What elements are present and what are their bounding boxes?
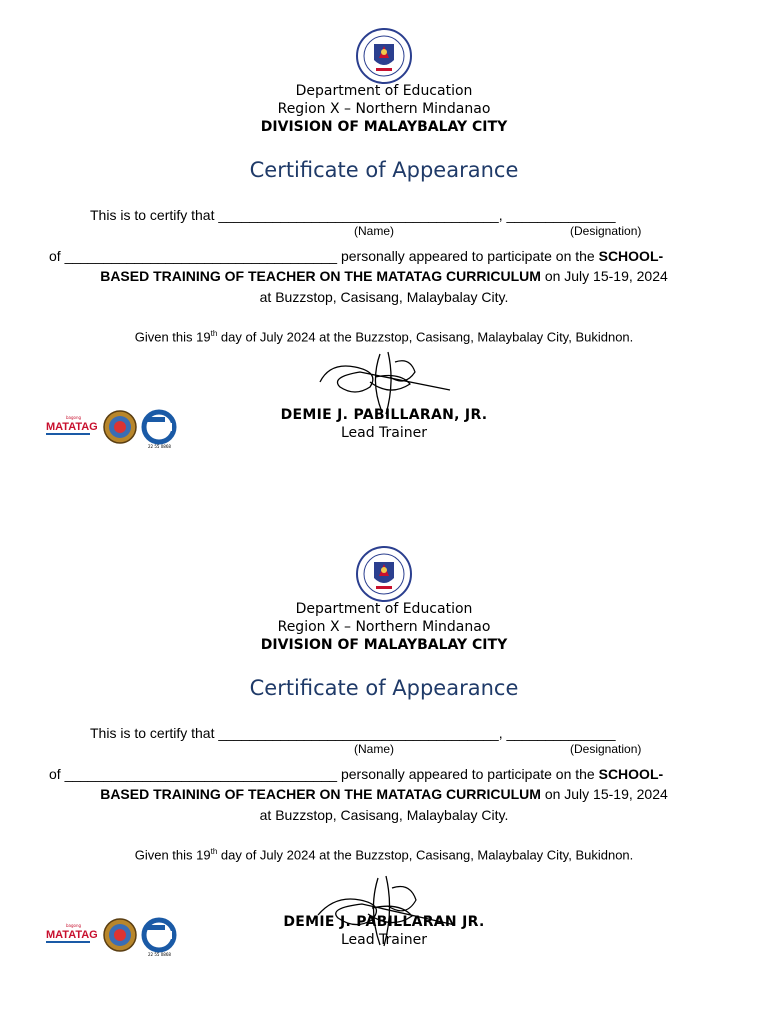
participation-line: [49, 247, 663, 265]
certify-line: [90, 206, 615, 224]
certify-prefix: This is to certify that: [90, 207, 215, 223]
iso-code: 22 55 0868: [148, 444, 171, 449]
event-title-part1: SCHOOL-: [598, 248, 664, 264]
footer-logos: [44, 405, 184, 449]
footer-logos: [44, 913, 184, 957]
certify-line: [90, 724, 615, 742]
certificate-2: [0, 540, 768, 1010]
of-prefix: of: [49, 248, 61, 264]
event-line: [0, 267, 768, 285]
svg-text:bagong: bagong: [66, 923, 82, 928]
region-name: Region X – Northern Mindanao: [277, 101, 491, 117]
event-title-part1: SCHOOL-: [598, 766, 664, 782]
division-name: DIVISION OF MALAYBALAY CITY: [260, 119, 508, 135]
department-name: Department of Education: [295, 601, 473, 617]
name-blank[interactable]: ____________________________________: [218, 725, 499, 741]
designation-blank[interactable]: ______________: [506, 207, 616, 223]
office-blank[interactable]: ___________________________________: [64, 248, 338, 264]
certificate-title: Certificate of Appearance: [249, 676, 519, 700]
division-seal-icon: [104, 919, 136, 951]
designation-blank[interactable]: ______________: [506, 725, 616, 741]
appeared-text: personally appeared to participate on the: [340, 766, 595, 782]
designation-label: (Designation): [570, 224, 642, 238]
certificate-1: [0, 22, 768, 492]
name-label: (Name): [354, 742, 395, 756]
matatag-text: MATATAG: [46, 929, 98, 941]
certify-prefix: This is to certify that: [90, 725, 215, 741]
venue-line: at Buzzstop, Casisang, Malaybalay City.: [259, 289, 509, 305]
matatag-logo-icon: [46, 923, 98, 943]
comma: ,: [498, 207, 503, 223]
iso-certification-icon: [144, 412, 174, 449]
name-blank[interactable]: ____________________________________: [218, 207, 499, 223]
division-name: DIVISION OF MALAYBALAY CITY: [260, 637, 508, 653]
deped-seal-icon: [356, 28, 412, 84]
certificate-title: Certificate of Appearance: [249, 158, 519, 182]
matatag-logo-icon: [46, 415, 98, 435]
event-title-part2: BASED TRAINING OF TEACHER ON THE MATATAG CURRICULUM: [100, 268, 541, 284]
event-date: on July 15-19, 2024: [544, 268, 668, 284]
comma: ,: [498, 725, 503, 741]
iso-certification-icon: [144, 920, 174, 957]
matatag-text: MATATAG: [46, 421, 98, 433]
signatory-role: Lead Trainer: [340, 425, 428, 441]
participation-line: [49, 765, 663, 783]
svg-text:bagong: bagong: [66, 415, 82, 420]
of-prefix: of: [49, 766, 61, 782]
given-line: Given this 19th day of July 2024 at the Buzzstop, Casisang, Malaybalay City, Bukidnon.: [134, 329, 634, 345]
iso-code: 22 55 0868: [148, 952, 171, 957]
appeared-text: personally appeared to participate on the: [340, 248, 595, 264]
event-line: [0, 785, 768, 803]
deped-seal-icon: [356, 546, 412, 602]
office-blank[interactable]: ___________________________________: [64, 766, 338, 782]
signatory-role: Lead Trainer: [340, 932, 428, 948]
name-label: (Name): [354, 224, 395, 238]
event-title-part2: BASED TRAINING OF TEACHER ON THE MATATAG CURRICULUM: [100, 786, 541, 802]
event-date: on July 15-19, 2024: [544, 786, 668, 802]
signatory-name: DEMIE J. PABILLARAN JR.: [283, 914, 485, 930]
designation-label: (Designation): [570, 742, 642, 756]
department-name: Department of Education: [295, 83, 473, 99]
given-line: Given this 19th day of July 2024 at the Buzzstop, Casisang, Malaybalay City, Bukidnon.: [134, 847, 634, 863]
division-seal-icon: [104, 411, 136, 443]
signatory-name: DEMIE J. PABILLARAN, JR.: [280, 407, 488, 423]
venue-line: at Buzzstop, Casisang, Malaybalay City.: [259, 807, 509, 823]
region-name: Region X – Northern Mindanao: [277, 619, 491, 635]
